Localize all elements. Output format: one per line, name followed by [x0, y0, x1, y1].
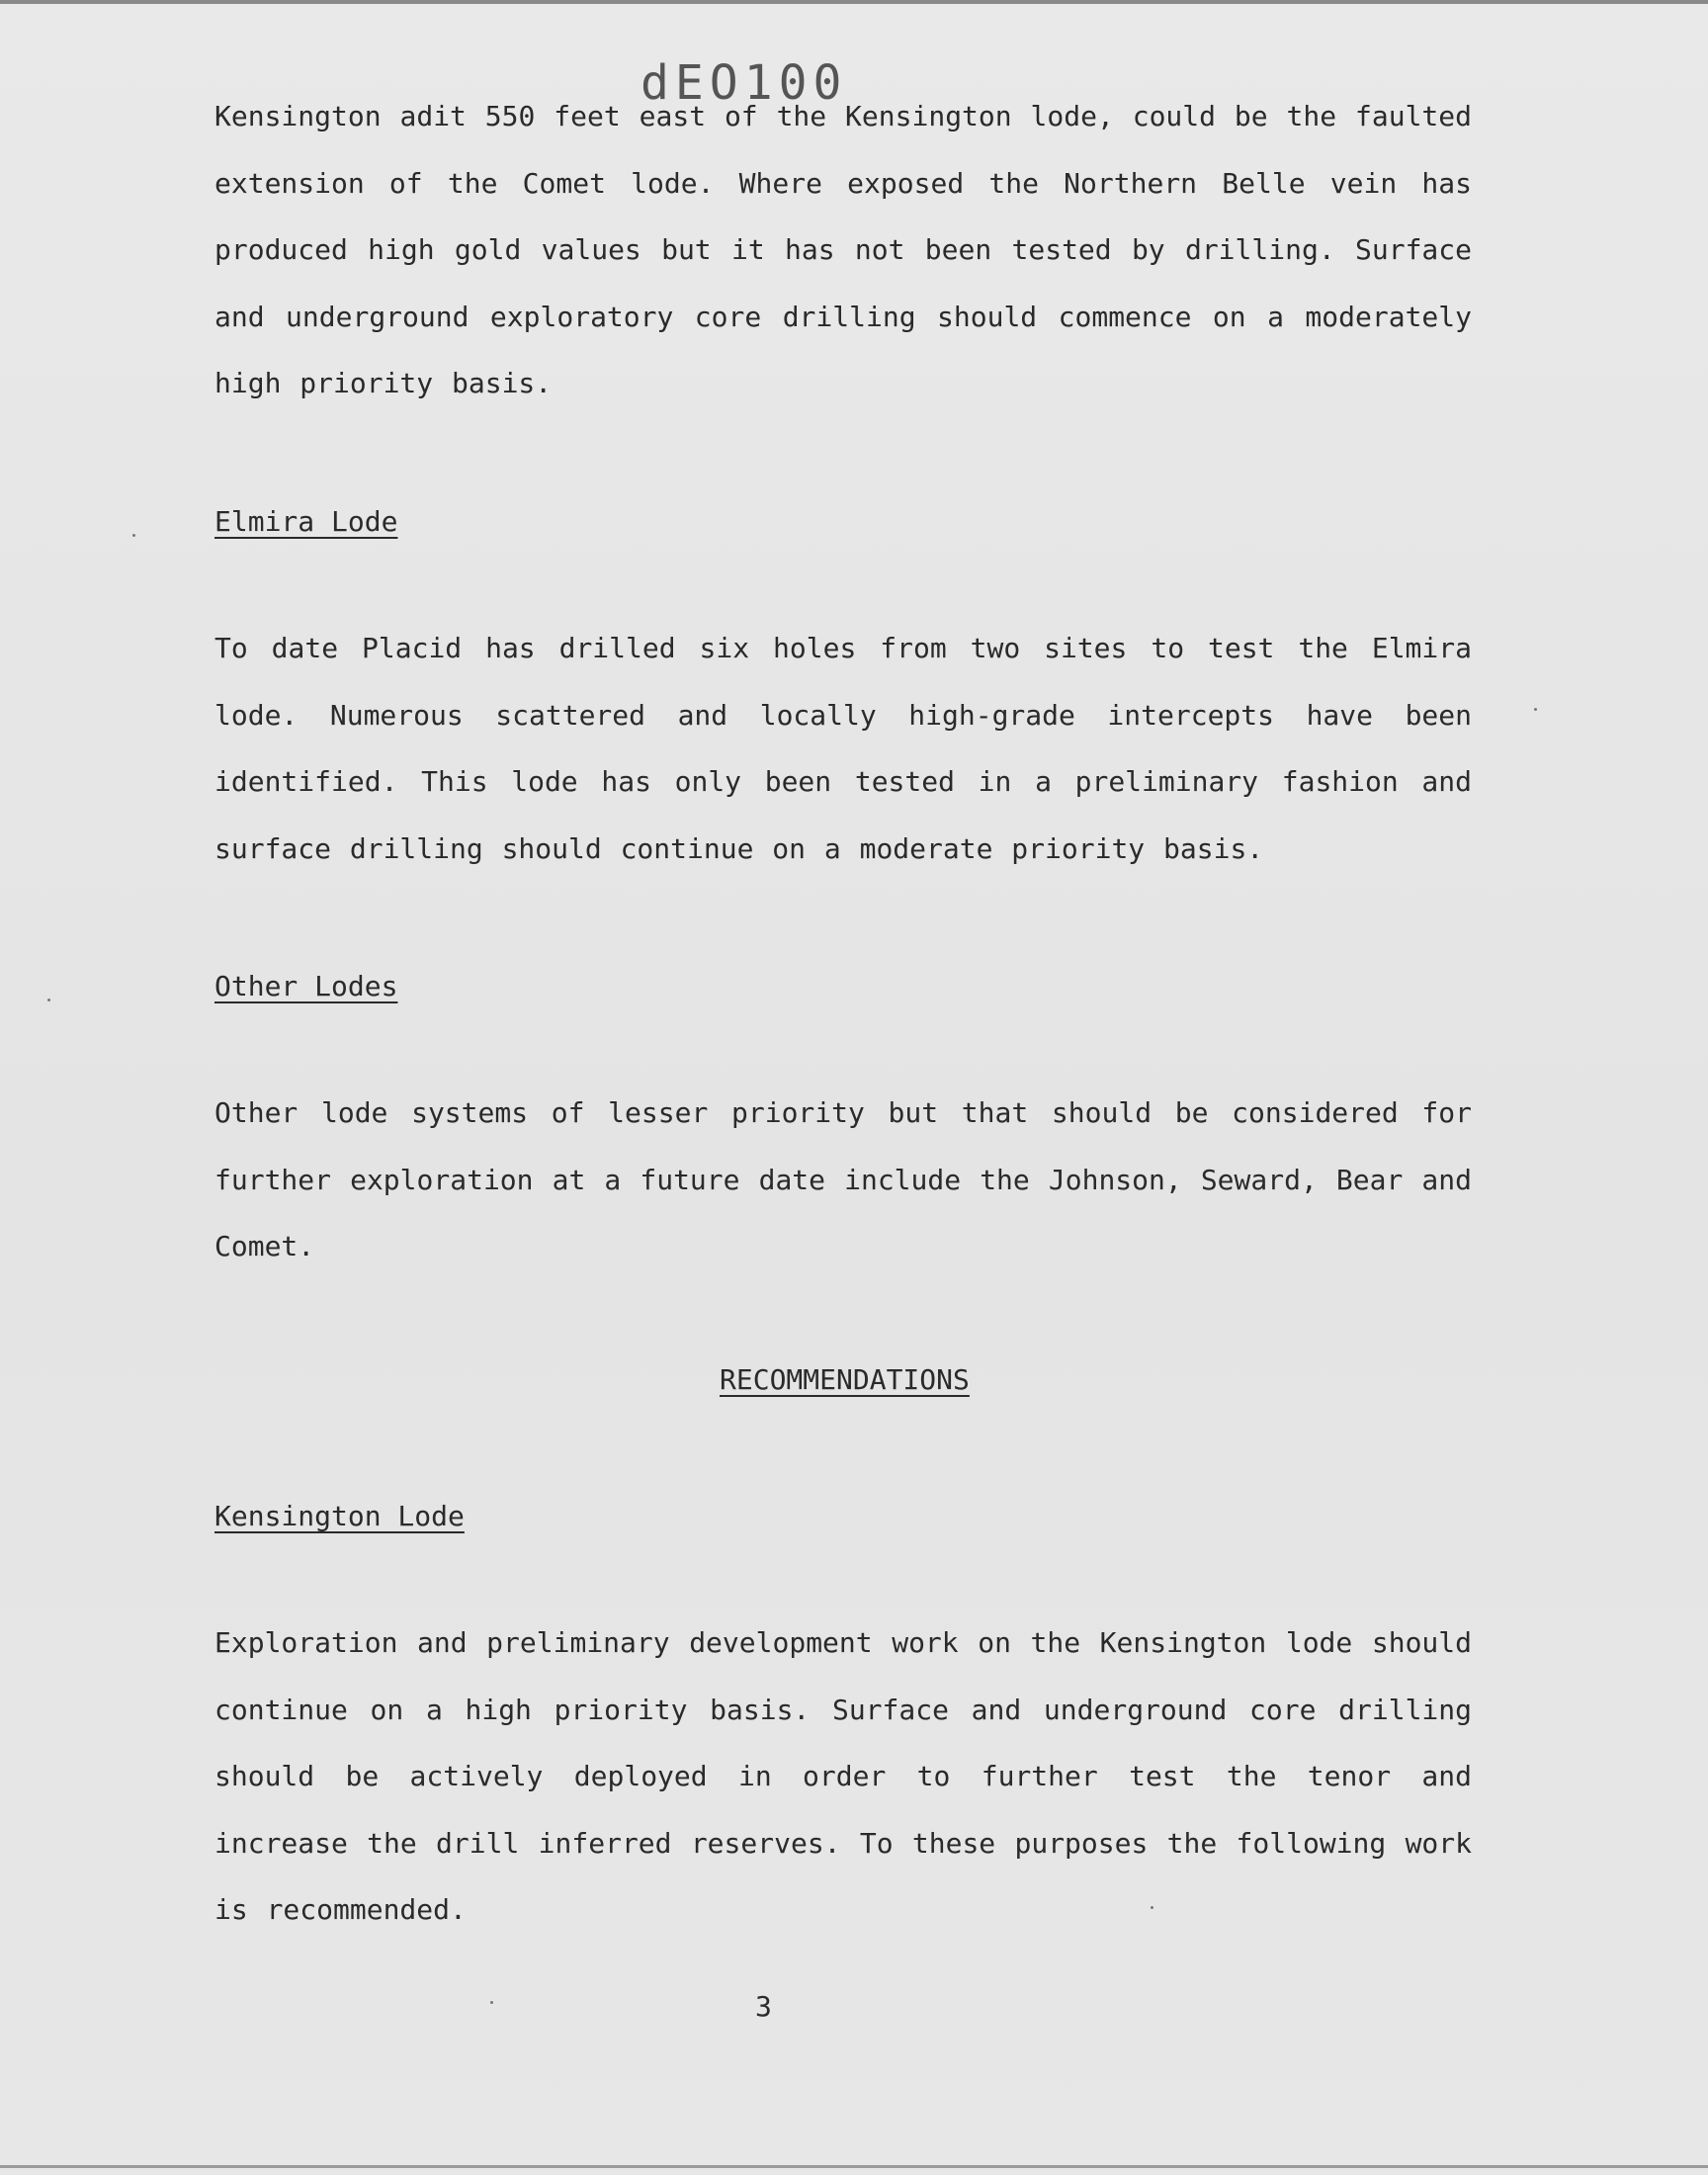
heading-recommendations: RECOMMENDATIONS [720, 1363, 970, 1396]
scan-speck [1151, 1906, 1153, 1909]
heading-kensington-lode: Kensington Lode [214, 1500, 465, 1532]
scan-speck [132, 534, 135, 537]
document-stamp: dEO100 [640, 55, 848, 111]
scan-top-edge [0, 0, 1708, 4]
heading-other-lodes: Other Lodes [214, 970, 398, 1002]
paragraph-kensington-lode: Exploration and preliminary development work on the Kensington lode should continue on a high priority basis. Surface and underground core drilling should be actively deployed in order to further test the tenor and increase the drill inferred reserves. To these purposes the following work is recommended. [214, 1626, 1472, 1926]
scan-speck [1534, 708, 1537, 711]
paragraph-elmira-lode: To date Placid has drilled six holes from two sites to test the Elmira lode. Numerous scattered and locally high-grade intercepts have been identified. This lode has only been tested in a preliminary fashion and surface drilling should continue on a moderate priority basis. [214, 632, 1472, 865]
heading-elmira-lode: Elmira Lode [214, 505, 398, 538]
scan-speck [47, 999, 50, 1001]
page-number: 3 [755, 1990, 772, 2023]
scan-bottom-edge [0, 2165, 1708, 2168]
scan-speck [490, 2001, 493, 2004]
paragraph-other-lodes: Other lode systems of lesser priority but that should be considered for further exploration at a future date include the Johnson, Seward, Bear and Comet. [214, 1096, 1472, 1262]
paragraph-northern-belle: Kensington adit 550 feet east of the Kensington lode, could be the faulted extension of the Comet lode. Where exposed the Northern Belle vein has produced high gold values but it has not been tested by drilling. Surface and underground exploratory core drilling should commence on a moderately high priority basis. [214, 100, 1472, 399]
